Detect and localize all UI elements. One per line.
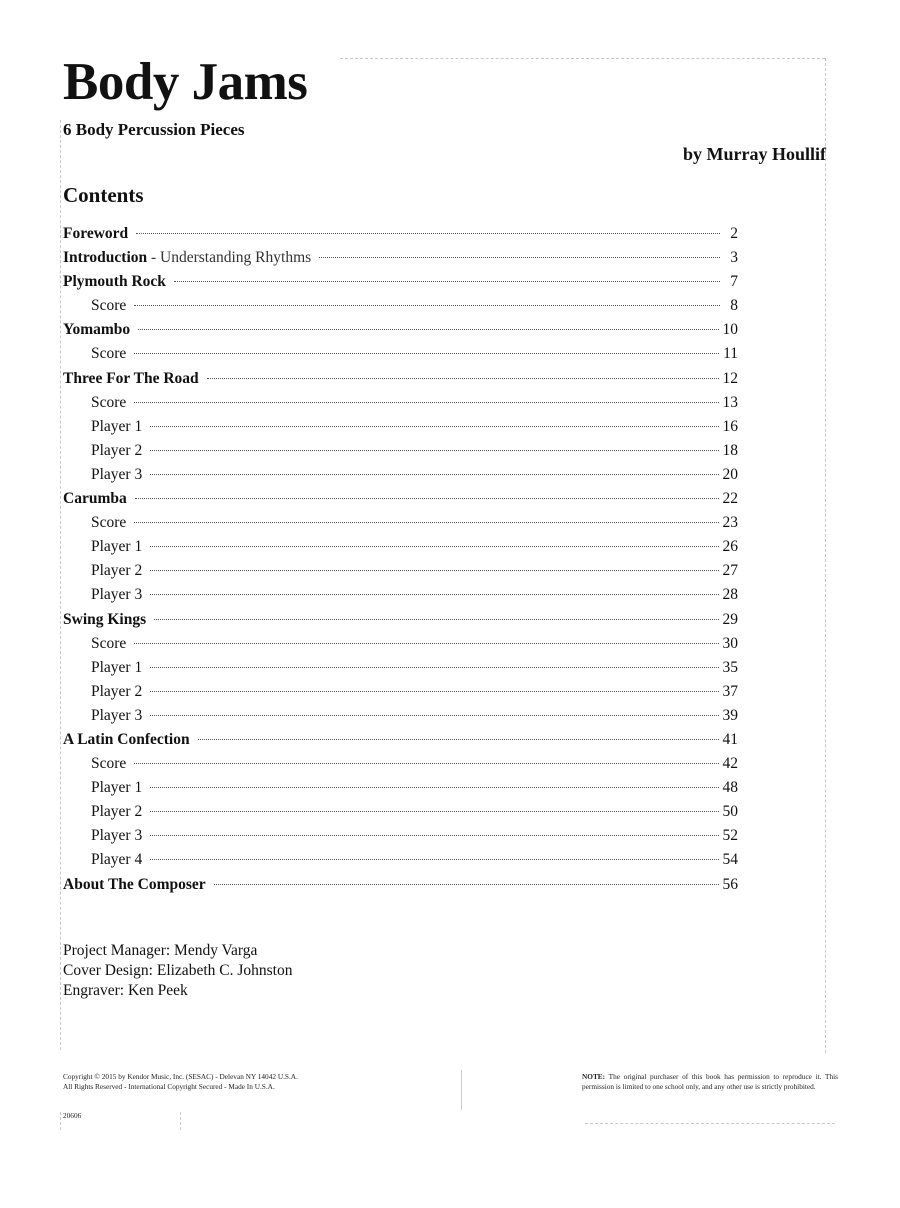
- toc-entry-label: [91, 632, 126, 656]
- toc-page-number: 7: [730, 273, 738, 291]
- toc-entry-label: [91, 704, 142, 728]
- toc-entry-title: Score: [91, 393, 127, 411]
- toc-subentry: [63, 752, 738, 776]
- toc-page-number: 39: [722, 706, 738, 724]
- toc-entry-title: Three For The Road: [63, 369, 199, 387]
- toc-entry-label: [91, 535, 142, 559]
- note-label: NOTE:: [582, 1072, 606, 1081]
- toc-entry-title: Plymouth Rock: [63, 273, 166, 291]
- toc-section-entry: [63, 487, 738, 511]
- toc-subentry: [63, 511, 738, 535]
- toc-entry-title: Player 2: [91, 682, 143, 700]
- toc-entry-title: Score: [91, 755, 127, 773]
- toc-entry-label: [91, 511, 126, 535]
- toc-subentry: [63, 439, 738, 463]
- dot-leader: [150, 835, 718, 836]
- catalog-number: 20606: [63, 1111, 82, 1120]
- toc-page-number: 52: [722, 827, 738, 845]
- dot-leader: [150, 811, 718, 812]
- toc-entry-label: [91, 391, 126, 415]
- toc-entry-label: [63, 318, 130, 342]
- toc-page-number: 20: [722, 465, 738, 483]
- dot-leader: [134, 763, 718, 764]
- toc-entry-label: [91, 824, 142, 848]
- toc-section-entry: [63, 608, 738, 632]
- toc-subentry: [63, 776, 738, 800]
- toc-subentry: [63, 294, 738, 318]
- toc-entry-title: Player 1: [91, 538, 143, 556]
- toc-entry-label: [63, 873, 206, 897]
- dot-leader: [150, 691, 718, 692]
- dot-leader: [207, 378, 719, 379]
- toc-page-number: 26: [722, 538, 738, 556]
- dot-leader: [150, 859, 718, 860]
- toc-entry-label: [63, 246, 311, 270]
- toc-entry-label: [63, 222, 128, 246]
- toc-entry-title: Player 2: [91, 562, 143, 580]
- toc-page-number: 30: [722, 634, 738, 652]
- toc-subentry: [63, 415, 738, 439]
- toc-entry-title: Yomambo: [63, 321, 131, 339]
- toc-entry-label: [91, 294, 126, 318]
- toc-entry-label: [63, 608, 146, 632]
- toc-subentry: [63, 704, 738, 728]
- toc-page-number: 16: [722, 417, 738, 435]
- toc-subentry: [63, 632, 738, 656]
- toc-subentry: [63, 656, 738, 680]
- dot-leader: [138, 329, 718, 330]
- toc-page-number: 42: [722, 755, 738, 773]
- toc-section-entry: [63, 367, 738, 391]
- toc-subentry: [63, 848, 738, 872]
- toc-page-number: 35: [722, 658, 738, 676]
- dot-leader: [319, 257, 720, 258]
- toc-entry-title: Score: [91, 297, 127, 315]
- toc-subentry: [63, 800, 738, 824]
- toc-entry-title: Introduction: [63, 249, 148, 267]
- toc-entry-title: Player 3: [91, 465, 143, 483]
- toc-page-number: 3: [730, 249, 738, 267]
- toc-entry-title: Player 1: [91, 658, 143, 676]
- toc-entry-title: Score: [91, 634, 127, 652]
- toc-entry-label: [91, 776, 142, 800]
- toc-entry-label: [91, 559, 142, 583]
- toc-subentry: [63, 535, 738, 559]
- toc-entry-title: A Latin Confection: [63, 730, 190, 748]
- copyright-notice: [63, 1072, 298, 1091]
- toc-page-number: 10: [722, 321, 738, 339]
- dot-leader: [134, 522, 718, 523]
- dot-leader: [150, 594, 718, 595]
- toc-entry-title: Carumba: [63, 490, 127, 508]
- toc-page-number: 48: [722, 779, 738, 797]
- toc-page-number: 28: [722, 586, 738, 604]
- toc-entry-title: Player 2: [91, 441, 143, 459]
- dot-leader: [135, 498, 719, 499]
- toc-subentry: [63, 463, 738, 487]
- footer-guide-bottom: [585, 1123, 835, 1124]
- credits-block: [63, 941, 292, 1001]
- margin-guide-left: [60, 120, 61, 1050]
- toc-entry-label: [91, 656, 142, 680]
- dot-leader: [136, 233, 720, 234]
- rights-line: All Rights Reserved - International Copyright Secured - Made In U.S.A.: [63, 1081, 275, 1091]
- dot-leader: [150, 546, 718, 547]
- toc-page-number: 13: [722, 393, 738, 411]
- credit-project-manager: Project Manager: Mendy Varga: [63, 942, 258, 959]
- toc-section-entry: [63, 270, 738, 294]
- toc-entry-label: [91, 463, 142, 487]
- dot-leader: [150, 787, 718, 788]
- toc-entry-label: [91, 342, 126, 366]
- dot-leader: [154, 619, 718, 620]
- toc-entry-title: Player 1: [91, 779, 143, 797]
- dot-leader: [134, 353, 719, 354]
- margin-guide-right: [825, 58, 826, 1053]
- toc-page-number: 50: [722, 803, 738, 821]
- toc-entry-label: [63, 728, 190, 752]
- note-text: The original purchaser of this book has permission to reproduce it. This permission is limited to one school only, and any other use is strictly prohibited.: [582, 1072, 838, 1091]
- table-of-contents: [63, 222, 738, 897]
- toc-page-number: 8: [730, 297, 738, 315]
- toc-entry-label: [91, 583, 142, 607]
- toc-subentry: [63, 824, 738, 848]
- dot-leader: [150, 667, 718, 668]
- dot-leader: [134, 305, 720, 306]
- toc-page-number: 41: [722, 730, 738, 748]
- toc-entry-label: [91, 415, 142, 439]
- toc-page-number: 12: [722, 369, 738, 387]
- toc-section-entry: [63, 246, 738, 270]
- toc-entry-label: [63, 270, 166, 294]
- toc-entry-title: Player 4: [91, 851, 143, 869]
- credit-engraver: Engraver: Ken Peek: [63, 982, 188, 999]
- dot-leader: [150, 715, 718, 716]
- toc-section-entry: [63, 318, 738, 342]
- toc-entry-label: [91, 800, 142, 824]
- toc-page-number: 18: [722, 441, 738, 459]
- copyright-line: Copyright © 2015 by Kendor Music, Inc. (SESAC) - Delevan NY 14042 U.S.A.: [63, 1072, 298, 1081]
- credit-cover-design: Cover Design: Elizabeth C. Johnston: [63, 962, 293, 979]
- dot-leader: [134, 643, 718, 644]
- toc-page-number: 37: [722, 682, 738, 700]
- reproduction-note: [582, 1072, 838, 1091]
- toc-entry-title: Swing Kings: [63, 610, 147, 628]
- toc-subentry: [63, 391, 738, 415]
- dot-leader: [198, 739, 719, 740]
- footer-divider: [461, 1070, 462, 1110]
- toc-entry-title: About The Composer: [63, 875, 206, 893]
- toc-entry-label: [91, 752, 126, 776]
- dot-leader: [150, 426, 718, 427]
- toc-entry-title: Player 2: [91, 803, 143, 821]
- toc-page-number: 56: [722, 875, 738, 893]
- toc-subentry: [63, 342, 738, 366]
- toc-entry-title: Player 3: [91, 827, 143, 845]
- toc-subentry: [63, 680, 738, 704]
- toc-entry-title: Foreword: [63, 225, 129, 242]
- toc-subentry: [63, 583, 738, 607]
- toc-page-number: 23: [722, 514, 738, 532]
- toc-entry-label: [91, 680, 142, 704]
- toc-entry-label: [91, 439, 142, 463]
- toc-entry-title: Player 3: [91, 706, 143, 724]
- dot-leader: [150, 570, 718, 571]
- toc-entry-title: Score: [91, 514, 127, 532]
- toc-section-entry: [63, 222, 738, 246]
- contents-heading: Contents: [63, 183, 144, 207]
- book-title: Body Jams: [63, 53, 308, 111]
- toc-page-number: 2: [730, 225, 738, 242]
- dot-leader: [214, 884, 719, 885]
- toc-section-entry: [63, 728, 738, 752]
- toc-entry-label: [63, 367, 199, 391]
- toc-entry-title: Player 3: [91, 586, 143, 604]
- dot-leader: [174, 281, 720, 282]
- toc-entry-title: Player 1: [91, 417, 143, 435]
- dot-leader: [150, 450, 718, 451]
- toc-page-number: 54: [722, 851, 738, 869]
- dot-leader: [150, 474, 718, 475]
- toc-subentry: [63, 559, 738, 583]
- toc-page-number: 29: [722, 610, 738, 628]
- toc-page-number: 22: [722, 490, 738, 508]
- author-line: by Murray Houllif: [683, 144, 826, 164]
- toc-section-entry: [63, 873, 738, 897]
- toc-entry-subtitle: - Understanding Rhythms: [147, 249, 312, 267]
- footer-guide-left: [60, 1112, 61, 1130]
- toc-page-number: 11: [723, 345, 738, 363]
- footer-guide-mid: [180, 1112, 181, 1130]
- book-subtitle: 6 Body Percussion Pieces: [63, 120, 245, 139]
- toc-entry-label: [91, 848, 142, 872]
- toc-entry-label: [63, 487, 127, 511]
- dot-leader: [134, 402, 718, 403]
- toc-entry-title: Score: [91, 345, 127, 363]
- toc-page-number: 27: [722, 562, 738, 580]
- margin-guide-top: [340, 58, 825, 59]
